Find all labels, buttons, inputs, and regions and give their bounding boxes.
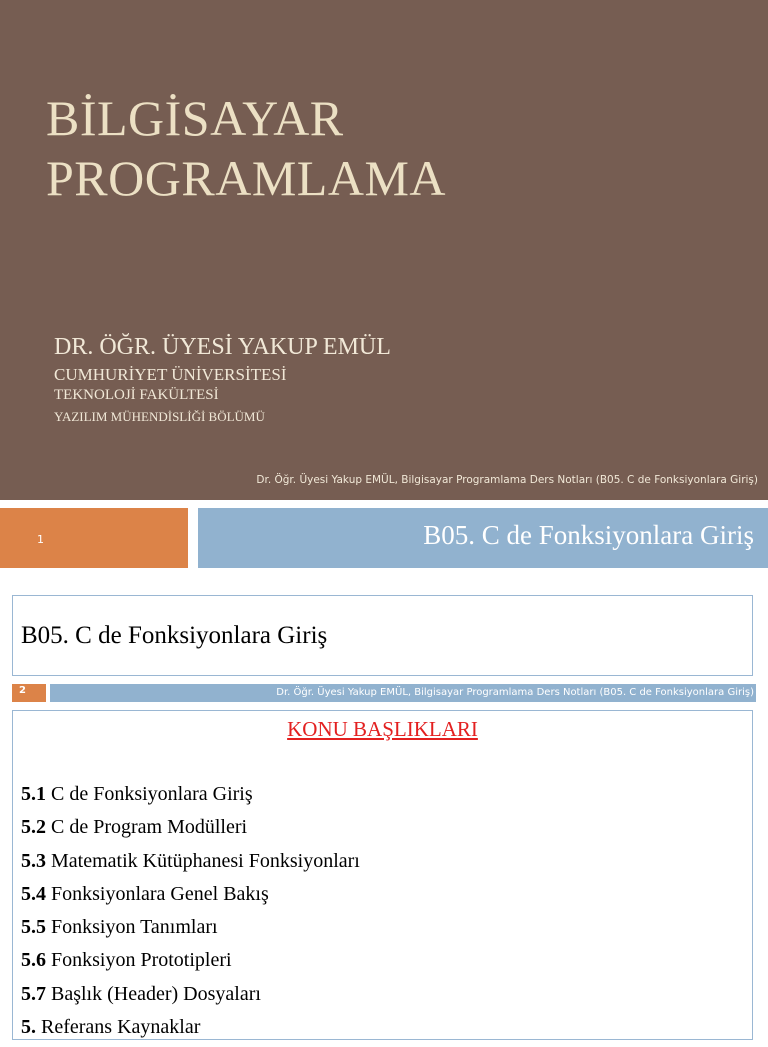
topic-number: 5.5 [21,916,46,939]
topic-number: 5.7 [21,982,46,1005]
topic-text: Referans Kaynaklar [36,1016,201,1039]
slide2-title: B05. C de Fonksiyonlara Giriş [21,622,328,649]
topic-item [21,814,360,847]
slide2-page-number: 2 [19,685,26,696]
slide-footer: Dr. Öğr. Üyesi Yakup EMÜL, Bilgisayar Programlama Ders Notları (B05. C de Fonksiyonlara Giriş) [256,474,758,486]
topics-list [21,781,360,1047]
faculty-name: TEKNOLOJİ FAKÜLTESİ [54,387,219,403]
topic-text: Fonksiyon Prototipleri [46,949,232,972]
slide-title-line-1: BİLGİSAYAR [46,90,344,146]
topic-item [21,914,360,947]
topics-content [12,710,753,1040]
topic-item [21,947,360,980]
slide2-page-number-box [12,684,46,702]
topic-number: 5.1 [21,783,46,805]
page-number: 1 [37,533,44,546]
slide-title [46,88,746,208]
author-name: DR. ÖĞR. ÜYESİ YAKUP EMÜL [54,334,391,360]
topic-item [21,848,360,881]
topic-number: 5.6 [21,949,46,972]
topic-number: 5.3 [21,849,46,872]
department-name: YAZILIM MÜHENDİSLİĞİ BÖLÜMÜ [54,409,265,424]
topic-number: 5.4 [21,882,46,905]
topic-text: C de Fonksiyonlara Giriş [46,783,253,805]
slide2-title-box [12,595,753,676]
topic-text: Matematik Kütüphanesi Fonksiyonları [46,849,360,872]
topic-text: C de Program Modülleri [46,816,248,839]
topic-item [21,881,360,914]
topic-text: Fonksiyonlara Genel Bakış [46,882,269,905]
topics-heading: KONU BAŞLIKLARI [287,717,478,741]
topic-item [21,781,360,814]
page-number-box [0,508,188,568]
title-slide [0,0,768,500]
topic-number: 5.2 [21,816,46,839]
topic-text: Fonksiyon Tanımları [46,916,218,939]
topic-item [21,981,360,1014]
university-name: CUMHURİYET ÜNİVERSİTESİ [54,365,287,384]
topic-item [21,1014,360,1047]
slide2-header-text: Dr. Öğr. Üyesi Yakup EMÜL, Bilgisayar Programlama Ders Notları (B05. C de Fonksiyonlara Giriş) [276,687,754,698]
topic-number: 5. [21,1016,36,1039]
footer-title: B05. C de Fonksiyonlara Giriş [423,520,754,550]
topic-text: Başlık (Header) Dosyaları [46,982,261,1005]
slide-title-line-2: PROGRAMLAMA [46,150,447,206]
